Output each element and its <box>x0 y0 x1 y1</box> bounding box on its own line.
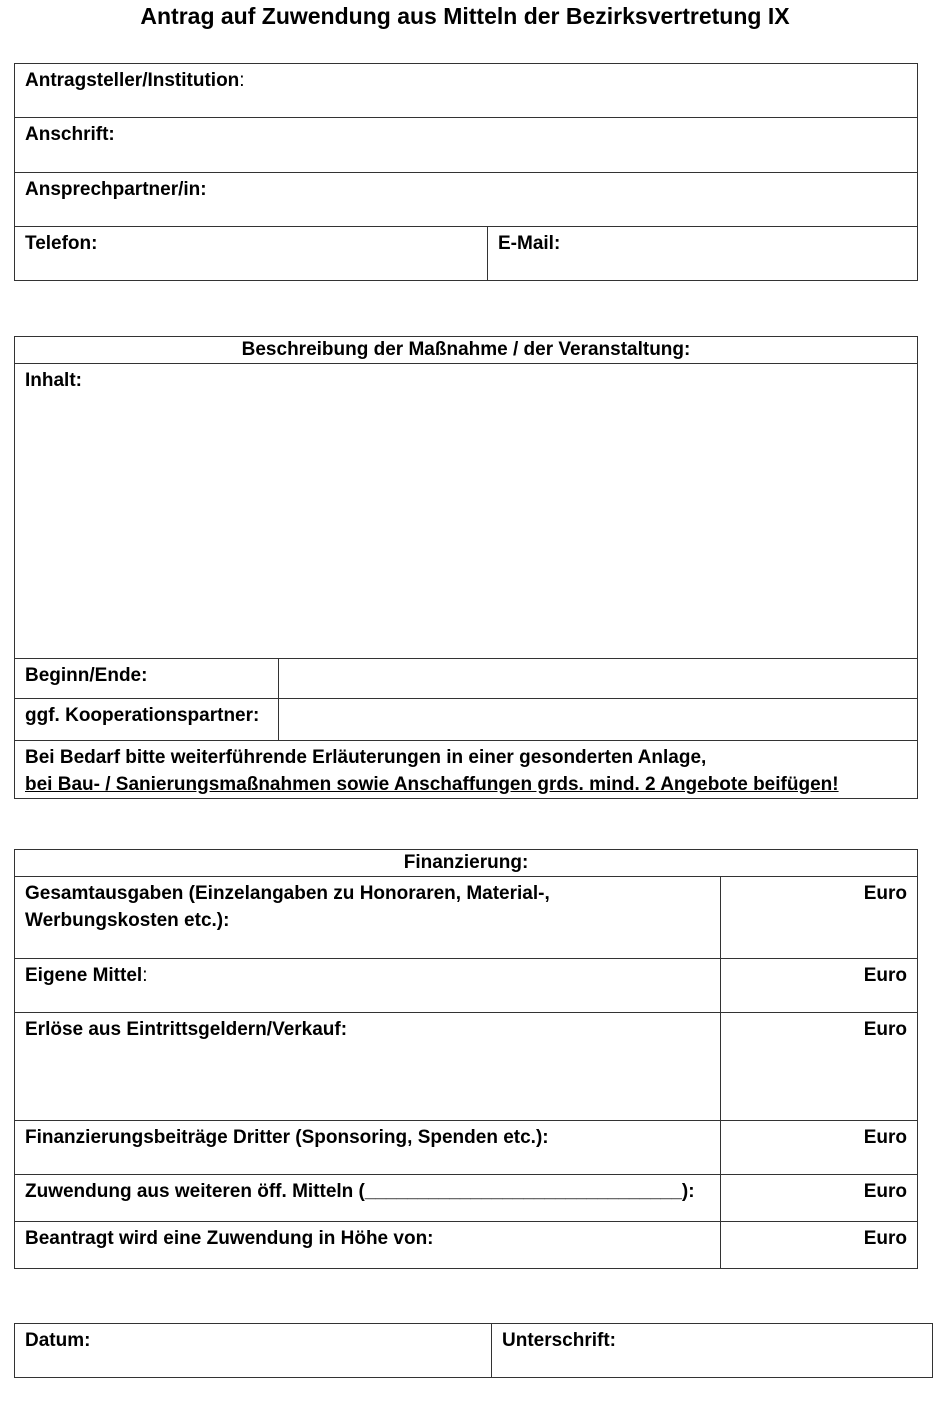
content-field[interactable] <box>15 364 918 659</box>
date-field[interactable] <box>15 1324 492 1378</box>
content-label: Inhalt: <box>25 370 82 391</box>
description-header: Beschreibung der Maßnahme / der Veranstaltung: <box>15 337 918 364</box>
total-label: Gesamtausgaben (Einzelangaben zu Honoraren, Material-, Werbungskosten etc.): <box>15 877 721 959</box>
applicant-table <box>14 63 918 281</box>
third-party-label: Finanzierungsbeiträge Dritter (Sponsoring, Spenden etc.): <box>15 1121 721 1175</box>
revenue-currency: Euro <box>863 1019 907 1040</box>
contact-label: Ansprechpartner/in: <box>25 179 207 200</box>
revenue-field[interactable] <box>721 1013 918 1121</box>
requested-label: Beantragt wird eine Zuwendung in Höhe von: <box>15 1222 721 1269</box>
phone-label: Telefon: <box>25 233 98 254</box>
email-label: E-Mail: <box>498 233 561 254</box>
email-field[interactable] <box>488 227 918 281</box>
public-funds-label: Zuwendung aus weiteren öff. Mitteln (______________________________): <box>15 1175 721 1222</box>
institution-label: Antragsteller/Institution <box>25 70 240 91</box>
address-field[interactable] <box>15 118 918 173</box>
signature-field[interactable] <box>492 1324 933 1378</box>
revenue-label: Erlöse aus Eintrittsgeldern/Verkauf: <box>15 1013 721 1121</box>
financing-header: Finanzierung: <box>15 850 918 877</box>
period-label: Beginn/Ende: <box>15 659 279 699</box>
financing-table <box>14 849 918 1269</box>
phone-field[interactable] <box>15 227 488 281</box>
requested-field[interactable] <box>721 1222 918 1269</box>
own-funds-label-cell <box>15 959 721 1013</box>
own-funds-field[interactable] <box>721 959 918 1013</box>
contact-field[interactable] <box>15 173 918 227</box>
institution-colon: : <box>239 70 245 91</box>
partner-label: ggf. Kooperationspartner: <box>15 699 279 741</box>
public-funds-field[interactable] <box>721 1175 918 1222</box>
total-field[interactable] <box>721 877 918 959</box>
signature-table <box>14 1323 933 1378</box>
requested-currency: Euro <box>863 1228 907 1249</box>
partner-field[interactable] <box>279 699 918 741</box>
date-label: Datum: <box>25 1330 91 1351</box>
note-line-2: bei Bau- / Sanierungsmaßnahmen sowie Anschaffungen grds. mind. 2 Angebote beifügen! <box>25 774 839 795</box>
public-funds-currency: Euro <box>863 1181 907 1202</box>
description-table <box>14 336 918 799</box>
period-field[interactable] <box>279 659 918 699</box>
third-party-field[interactable] <box>721 1121 918 1175</box>
own-funds-colon: : <box>142 965 148 986</box>
signature-label: Unterschrift: <box>502 1330 617 1351</box>
third-party-currency: Euro <box>863 1127 907 1148</box>
note-line-1: Bei Bedarf bitte weiterführende Erläuterungen in einer gesonderten Anlage, <box>25 747 707 768</box>
form-title: Antrag auf Zuwendung aus Mitteln der Bezirksvertretung IX <box>140 3 790 29</box>
total-currency: Euro <box>863 883 907 904</box>
own-funds-label: Eigene Mittel <box>25 965 143 986</box>
institution-field[interactable] <box>15 64 918 118</box>
address-label: Anschrift: <box>25 124 115 145</box>
description-note <box>15 741 918 799</box>
own-funds-currency: Euro <box>863 965 907 986</box>
